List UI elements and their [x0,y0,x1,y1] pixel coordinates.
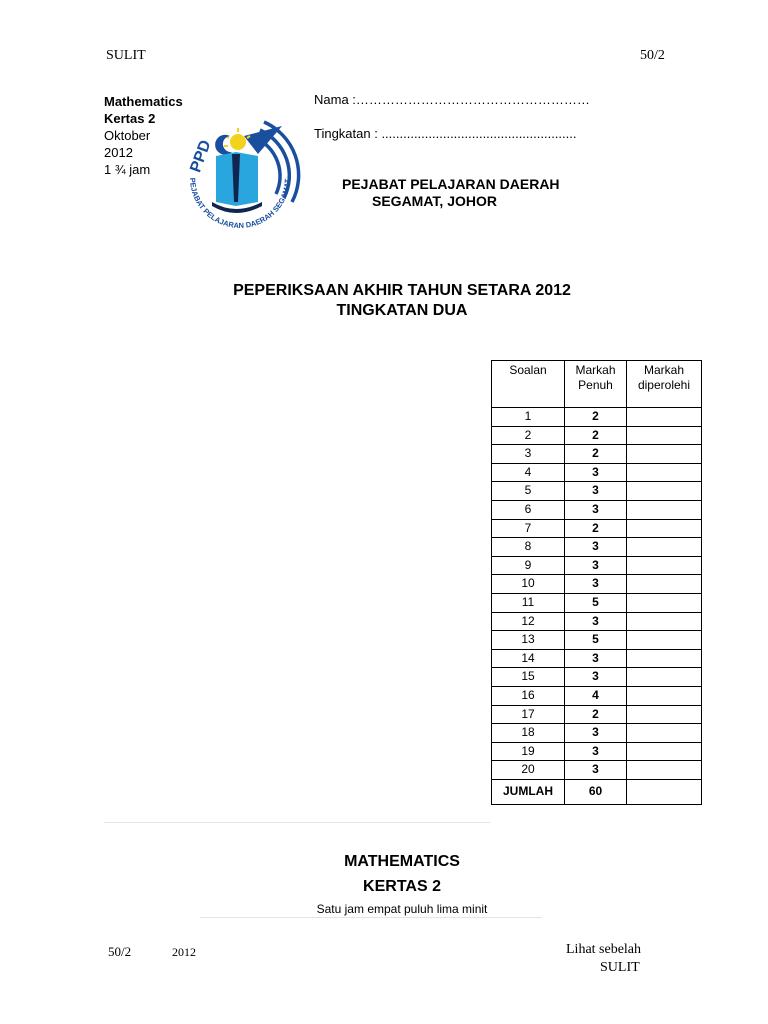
full-marks: 3 [565,612,627,631]
marks-obtained-cell[interactable] [627,500,702,519]
question-number: 6 [492,500,565,519]
question-number: 8 [492,538,565,557]
full-marks: 5 [565,631,627,650]
logo-ring-text: PEJABAT PELAJARAN DAERAH SEGAMAT [187,177,293,231]
full-marks: 3 [565,482,627,501]
full-marks: 3 [565,761,627,780]
question-number: 12 [492,612,565,631]
marks-obtained-cell[interactable] [627,408,702,427]
question-number: 15 [492,668,565,687]
full-marks: 3 [565,575,627,594]
full-marks: 3 [565,538,627,557]
marks-obtained-cell[interactable] [627,445,702,464]
header-marks-obtained: Markah diperolehi [627,361,702,408]
exam-form: TINGKATAN DUA [336,302,468,319]
marks-obtained-cell[interactable] [627,482,702,501]
paper-duration: Satu jam empat puluh lima minit [316,902,488,916]
marks-obtained-cell[interactable] [627,556,702,575]
question-number: 13 [492,631,565,650]
exam-title: PEPERIKSAAN AKHIR TAHUN SETARA 2012 [233,282,571,299]
full-marks: 2 [565,519,627,538]
office-name: PEJABAT PELAJARAN DAERAH [342,176,560,192]
full-marks: 3 [565,463,627,482]
table-row [492,705,702,724]
header-full-marks: Markah Penuh [565,361,627,408]
paper-number: KERTAS 2 [363,878,441,895]
full-marks: 3 [565,724,627,743]
table-row [492,426,702,445]
full-marks: 2 [565,426,627,445]
question-number: 16 [492,686,565,705]
full-marks: 3 [565,742,627,761]
table-row [492,556,702,575]
marks-table [491,360,702,805]
header-question: Soalan [492,361,565,408]
full-marks: 5 [565,593,627,612]
table-row [492,724,702,743]
ppd-logo [172,106,302,246]
footer-code: 50/2 [108,944,132,959]
question-number: 3 [492,445,565,464]
form-field[interactable]: Tingkatan : ...................................................... [314,126,577,141]
table-row [492,631,702,650]
marks-obtained-cell[interactable] [627,575,702,594]
table-row [492,593,702,612]
marks-obtained-cell[interactable] [627,538,702,557]
table-row [492,686,702,705]
marks-obtained-cell[interactable] [627,593,702,612]
question-number: 5 [492,482,565,501]
total-obtained-cell[interactable] [627,779,702,804]
marks-obtained-cell[interactable] [627,519,702,538]
question-number: 19 [492,742,565,761]
subject-year: 2012 [104,145,133,160]
question-number: 10 [492,575,565,594]
footer-next-page: Lihat sebelah [566,942,642,957]
marks-obtained-cell[interactable] [627,649,702,668]
full-marks: 3 [565,668,627,687]
full-marks: 2 [565,445,627,464]
question-number: 7 [492,519,565,538]
question-number: 14 [492,649,565,668]
marks-obtained-cell[interactable] [627,668,702,687]
marks-obtained-cell[interactable] [627,742,702,761]
table-row [492,649,702,668]
question-number: 18 [492,724,565,743]
header-sulit: SULIT [106,48,146,63]
table-row [492,519,702,538]
total-value: 60 [565,779,627,804]
subject-name: Mathematics [104,94,183,109]
subject-block [104,93,183,178]
marks-obtained-cell[interactable] [627,686,702,705]
table-row [492,668,702,687]
question-number: 17 [492,705,565,724]
marks-obtained-cell[interactable] [627,463,702,482]
office-location: SEGAMAT, JOHOR [372,193,497,209]
logo-abbr: PPD [187,137,215,175]
table-row [492,500,702,519]
marks-obtained-cell[interactable] [627,724,702,743]
total-row [492,779,702,804]
full-marks: 4 [565,686,627,705]
marks-obtained-cell[interactable] [627,761,702,780]
table-row [492,408,702,427]
table-row [492,482,702,501]
full-marks: 2 [565,705,627,724]
full-marks: 2 [565,408,627,427]
footer-year: 2012 [172,945,196,959]
divider [104,822,490,823]
marks-table-header [492,361,702,408]
marks-obtained-cell[interactable] [627,612,702,631]
subject-duration: 1 ¾ jam [104,162,151,177]
name-field[interactable]: Nama :……………………………………………… [314,92,590,107]
question-number: 4 [492,463,565,482]
table-row [492,612,702,631]
header-paper-code: 50/2 [640,48,665,63]
table-row [492,575,702,594]
question-number: 9 [492,556,565,575]
table-row [492,538,702,557]
table-row [492,445,702,464]
marks-obtained-cell[interactable] [627,705,702,724]
total-label: JUMLAH [492,779,565,804]
footer-sulit: SULIT [600,960,640,975]
full-marks: 3 [565,649,627,668]
paper-subject: MATHEMATICS [344,853,460,870]
question-number: 2 [492,426,565,445]
full-marks: 3 [565,556,627,575]
marks-obtained-cell[interactable] [627,631,702,650]
table-row [492,742,702,761]
subject-paper: Kertas 2 [104,111,156,126]
table-row [492,761,702,780]
question-number: 1 [492,408,565,427]
question-number: 20 [492,761,565,780]
table-row [492,463,702,482]
marks-obtained-cell[interactable] [627,426,702,445]
question-number: 11 [492,593,565,612]
subject-month: Oktober [104,128,151,143]
divider [200,917,542,918]
full-marks: 3 [565,500,627,519]
